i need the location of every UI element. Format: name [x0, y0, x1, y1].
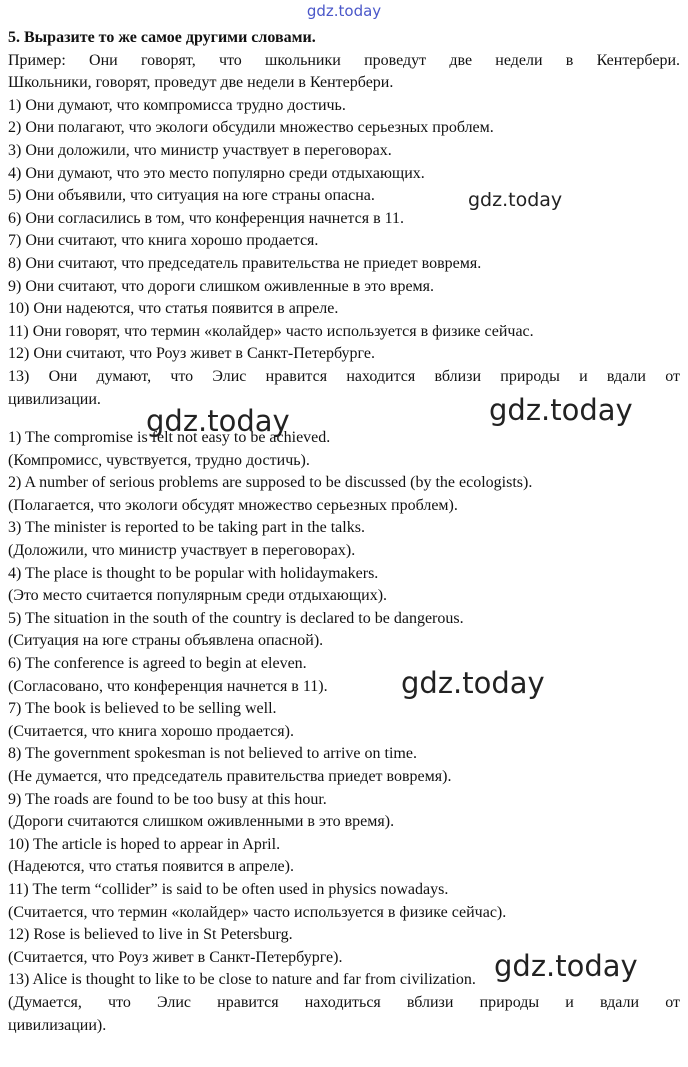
answer-translation: (Считается, что термин «колайдер» часто используется в физике сейчас).	[8, 903, 507, 921]
answer-line: 7) The book is believed to be selling well.	[8, 700, 277, 718]
answer-translation: (Ситуация на юге страны объявлена опасной).	[8, 632, 324, 650]
task-item: 7) Они считают, что книга хорошо продается.	[8, 232, 319, 250]
task-item: 12) Они считают, что Роуз живет в Санкт-Петербурге.	[8, 345, 375, 363]
task-item: 9) Они считают, что дороги слишком оживленные в это время.	[8, 277, 435, 295]
task-item: 11) Они говорят, что термин «колайдер» часто используется в физике сейчас.	[8, 322, 534, 340]
exercise-content	[8, 27, 680, 1037]
answer-translation: (Считается, что Роуз живет в Санкт-Петербурге).	[8, 948, 343, 966]
task-item: 5) Они объявили, что ситуация на юге страны опасна.	[8, 187, 375, 205]
answer-translation: (Согласовано, что конференция начнется в 11).	[8, 677, 328, 695]
answer-line: 11) The term “collider” is said to be often used in physics nowadays.	[8, 880, 449, 898]
example-line-2: Школьники, говорят, проведут две недели в Кентербери.	[8, 74, 394, 92]
answer-translation: (Доложили, что министр участвует в переговорах).	[8, 542, 356, 560]
answer-translation: (Считается, что книга хорошо продается).	[8, 722, 294, 740]
answer-translation: (Это место считается популярным среди отдыхающих).	[8, 587, 388, 605]
answer-line: 12) Rose is believed to live in St Petersburg.	[8, 926, 293, 944]
task-item: 6) Они согласились в том, что конференция начнется в 11.	[8, 209, 405, 227]
task-item-continuation: цивилизации.	[8, 390, 101, 408]
answer-line: 4) The place is thought to be popular with holidaymakers.	[8, 564, 379, 582]
answer-line: 1) The compromise is felt not easy to be achieved.	[8, 429, 331, 447]
task-item: 13) Они думают, что Элис нравится находится вблизи природы и вдали от	[8, 367, 680, 385]
task-item: 3) Они доложили, что министр участвует в переговорах.	[8, 141, 392, 159]
task-item: 1) Они думают, что компромисса трудно достичь.	[8, 96, 346, 114]
answer-translation: (Надеются, что статья появится в апреле).	[8, 858, 294, 876]
exercise-heading: 5. Выразите то же самое другими словами.	[8, 29, 316, 46]
watermark: gdz.today	[494, 949, 638, 983]
watermark: gdz.today	[146, 404, 290, 438]
answer-line: 9) The roads are found to be too busy at this hour.	[8, 790, 327, 808]
watermark-top: gdz.today	[306, 2, 382, 20]
answer-line: 5) The situation in the south of the country is declared to be dangerous.	[8, 609, 464, 627]
answer-line: 2) A number of serious problems are supposed to be discussed (by the ecologists).	[8, 474, 533, 492]
example-line-1: Пример: Они говорят, что школьники проведут две недели в Кентербери.	[8, 51, 680, 69]
answer-translation: (Не думается, что председатель правительства приедет вовремя).	[8, 768, 452, 785]
watermark: gdz.today	[489, 393, 633, 427]
task-item: 2) Они полагают, что экологи обсудили множество серьезных проблем.	[8, 119, 494, 137]
answer-translation: (Компромисс, чувствуется, трудно достичь).	[8, 451, 310, 469]
answer-line: 3) The minister is reported to be taking part in the talks.	[8, 519, 365, 537]
answer-line: 6) The conference is agreed to begin at eleven.	[8, 655, 307, 673]
watermark: gdz.today	[468, 189, 563, 211]
answer-line: 13) Alice is thought to like to be close to nature and far from civilization.	[8, 971, 476, 989]
task-item: 4) Они думают, что это место популярно среди отдыхающих.	[8, 164, 425, 182]
answer-list	[8, 427, 680, 1037]
answer-translation: (Дороги считаются слишком оживленными в это время).	[8, 813, 395, 831]
task-item: 8) Они считают, что председатель правительства не приедет вовремя.	[8, 254, 482, 272]
answer-translation: (Полагается, что экологи обсудят множество серьезных проблем).	[8, 496, 458, 514]
answer-line: 10) The article is hoped to appear in April.	[8, 835, 281, 853]
answer-translation-continuation: цивилизации).	[8, 1016, 107, 1034]
task-item: 10) Они надеются, что статья появится в апреле.	[8, 300, 339, 318]
answer-translation: (Думается, что Элис нравится находиться вблизи природы и вдали от	[8, 993, 680, 1011]
task-list	[8, 95, 680, 411]
answer-line: 8) The government spokesman is not believed to arrive on time.	[8, 745, 417, 763]
watermark: gdz.today	[401, 666, 545, 700]
